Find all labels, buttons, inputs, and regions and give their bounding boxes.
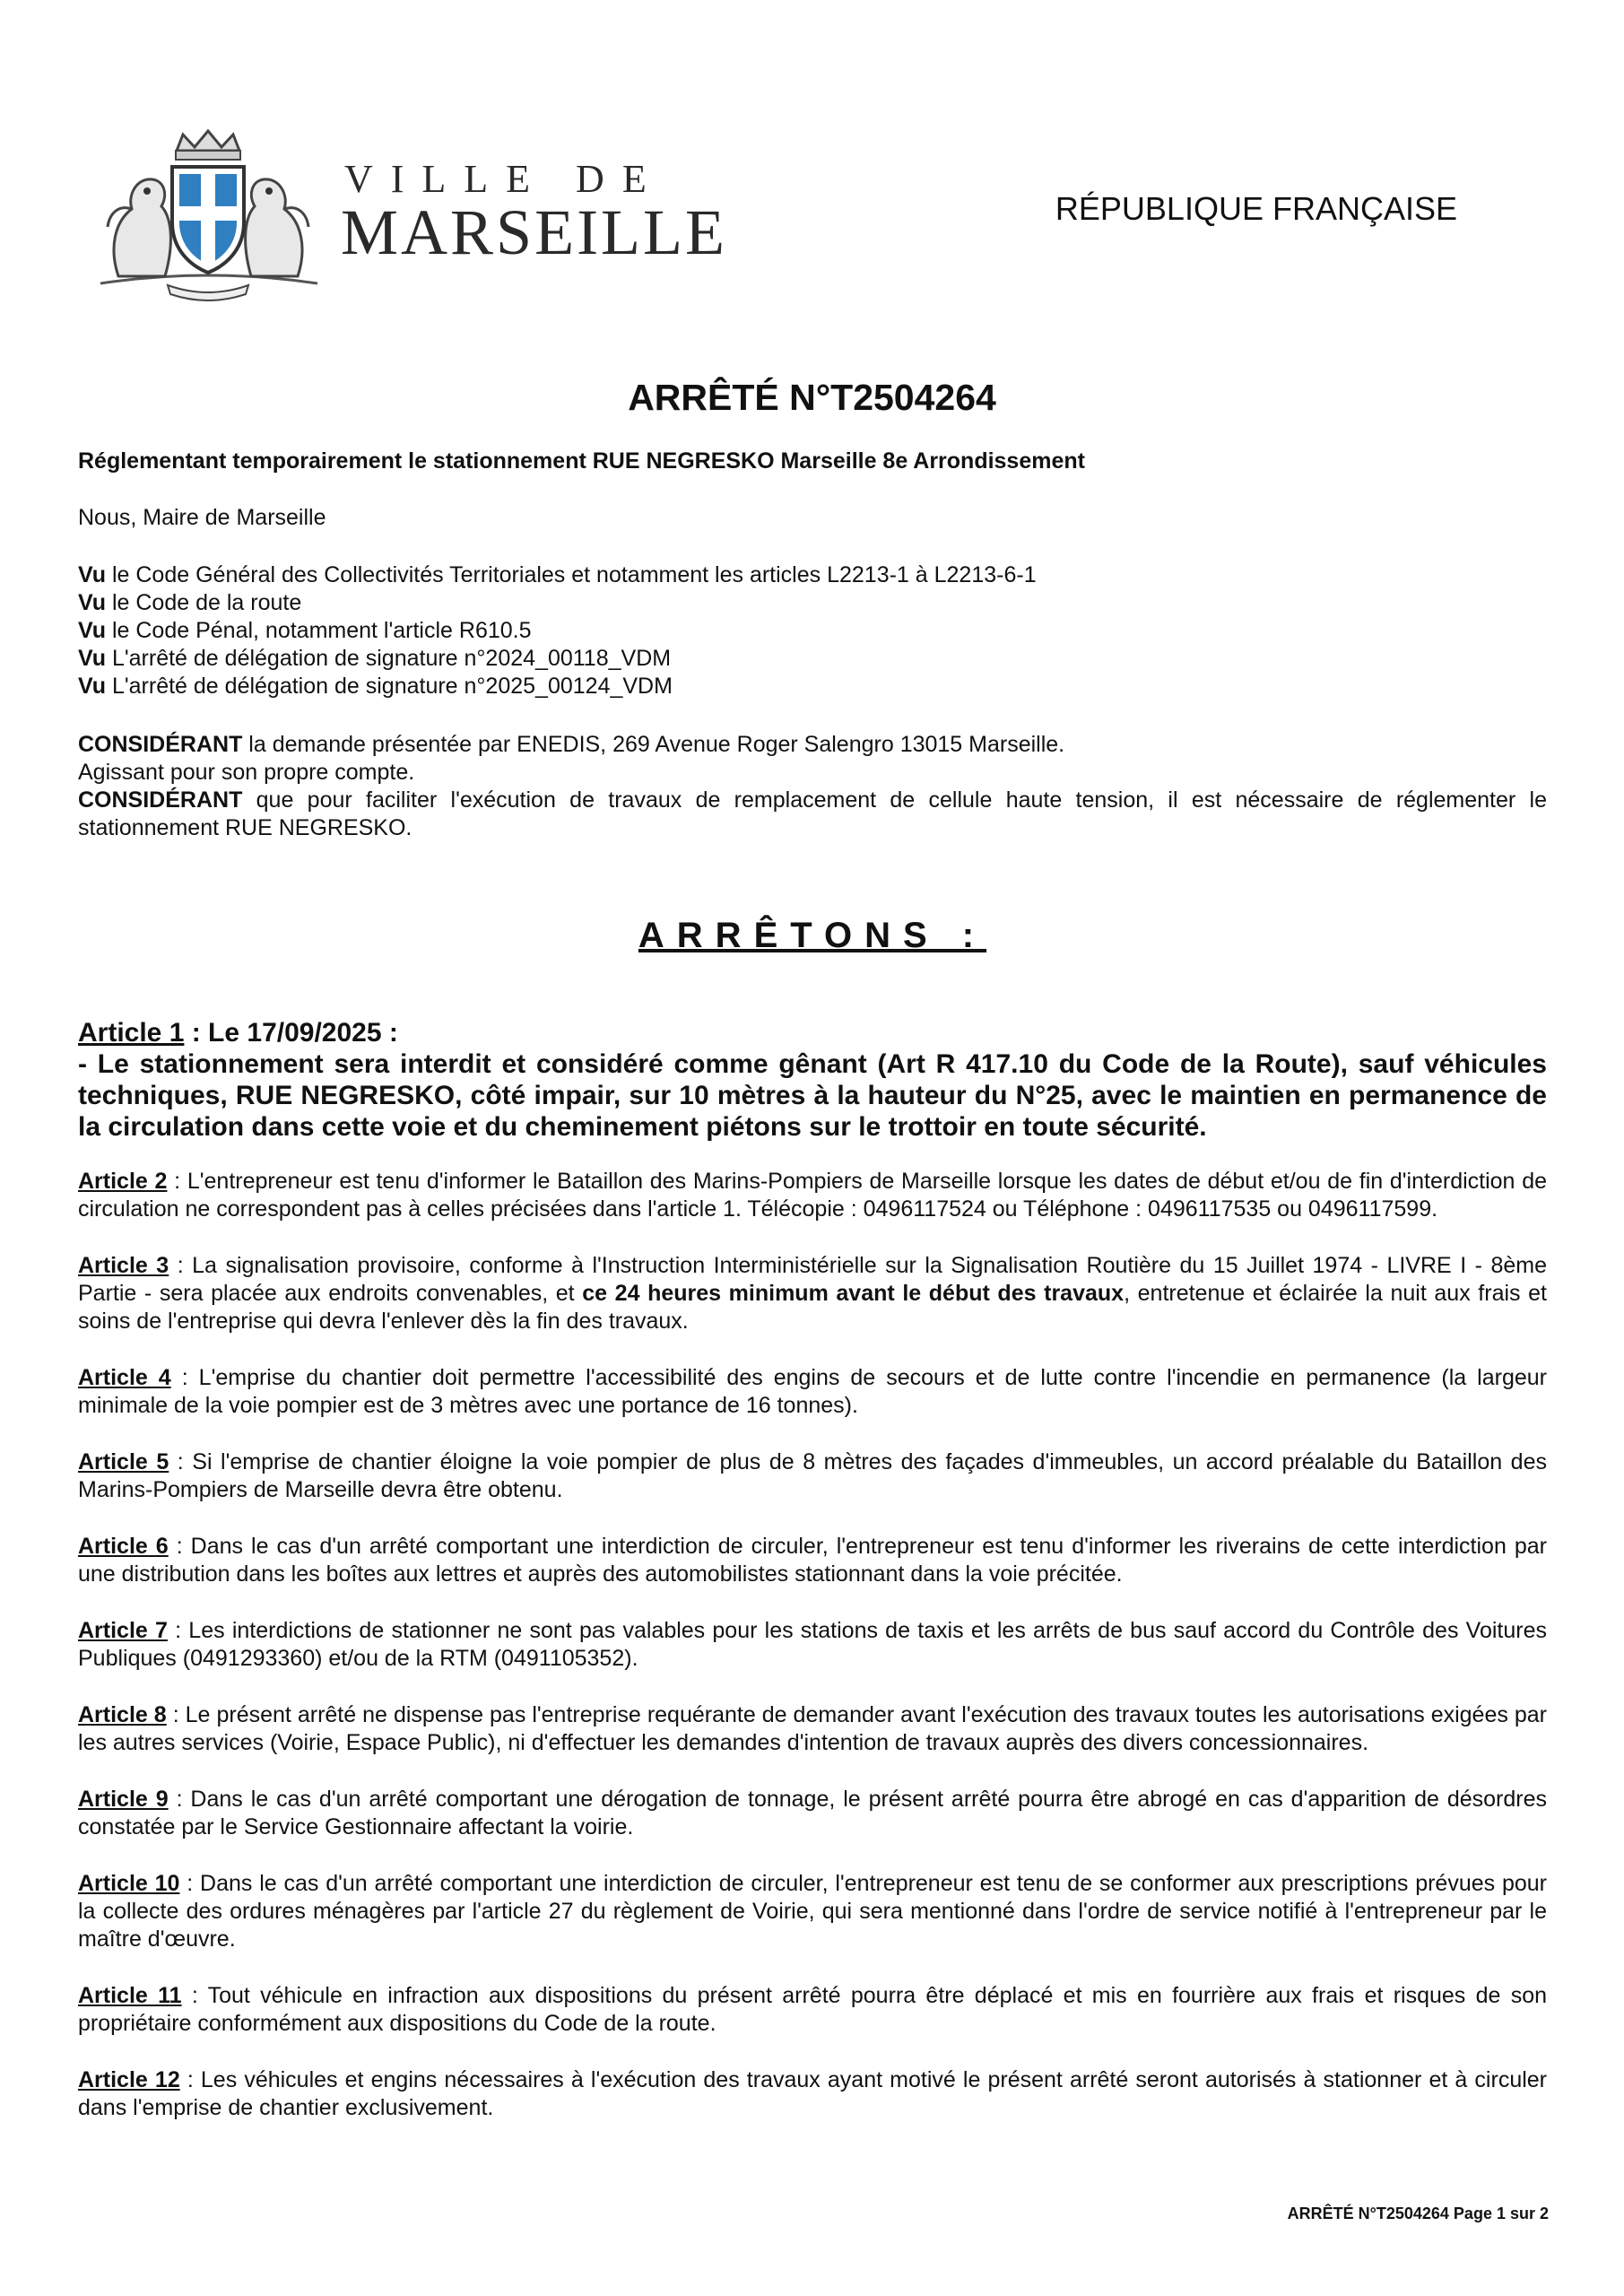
city-logo xyxy=(83,124,727,303)
article-4 xyxy=(78,1364,1547,1420)
article-label: Article 7 xyxy=(78,1618,168,1643)
republique-francaise-heading: RÉPUBLIQUE FRANÇAISE xyxy=(1055,190,1457,227)
article-text-emphasis: ce 24 heures minimum avant le début des travaux xyxy=(582,1281,1125,1306)
article-text: : L'emprise du chantier doit permettre l'accessibilité des engins de secours et de lutte contre l'incendie en permanence (la largeur minimale de la voie pompier est de 3 mètres avec une portance de 16 tonnes). xyxy=(78,1365,1547,1418)
article-text: : Dans le cas d'un arrêté comportant une interdiction de circuler, l'entrepreneur est tenu d'informer les riverains de cette interdiction par une distribution dans les boîtes aux lettres et auprès des automobilistes stationnant dans la voie précitée. xyxy=(78,1534,1547,1587)
article-text: , entretenue et éclairée la nuit aux frais et soins de l'entreprise qui devra l'enlever dès la fin des travaux. xyxy=(78,1281,1547,1334)
article-text: : Tout véhicule en infraction aux dispositions du présent arrêté pourra être déplacé et mis en fourrière aux frais et risques de son propriétaire conformément aux dispositions du Code de la route. xyxy=(78,1983,1547,2036)
article-label: Article 3 xyxy=(78,1253,169,1278)
article-label: Article 5 xyxy=(78,1449,169,1474)
article-text: : Les interdictions de stationner ne sont pas valables pour les stations de taxis et les arrêts de bus sauf accord du Contrôle des Voitures Publiques (0491293360) et/ou de la RTM (0491105352). xyxy=(78,1618,1547,1671)
logo-text-ville-de: VILLE DE xyxy=(344,157,664,201)
document-body xyxy=(78,448,1547,2151)
article-12 xyxy=(78,2066,1547,2122)
vu-label: Vu xyxy=(78,646,107,671)
vu-label: Vu xyxy=(78,618,107,643)
article-9 xyxy=(78,1786,1547,1841)
document-subtitle: Réglementant temporairement le stationnement RUE NEGRESKO Marseille 8e Arrondissement xyxy=(78,448,1085,474)
arretons-heading: ARRÊTONS : xyxy=(638,916,987,955)
article-label: Article 1 xyxy=(78,1018,185,1048)
article-3 xyxy=(78,1252,1547,1335)
article-label: Article 10 xyxy=(78,1871,180,1896)
article-text: : Si l'emprise de chantier éloigne la voie pompier de plus de 8 mètres des façades d'immeubles, un accord préalable du Bataillon des Marins-Pompiers de Marseille devra être obtenu. xyxy=(78,1449,1547,1502)
vu-list xyxy=(78,561,1547,700)
vu-item xyxy=(78,589,1547,617)
article-text: : Dans le cas d'un arrêté comportant une dérogation de tonnage, le présent arrêté pourra être abrogé en cas d'apparition de désordres constatée par le Service Gestionnaire affectant la voirie. xyxy=(78,1787,1547,1839)
vu-item xyxy=(78,561,1547,589)
article-label: Article 11 xyxy=(78,1983,182,2008)
article-label: Article 12 xyxy=(78,2067,180,2092)
vu-text: le Code Pénal, notamment l'article R610.5 xyxy=(106,618,532,643)
article-text: : Le présent arrêté ne dispense pas l'entreprise requérante de demander avant l'exécution des travaux toutes les autorisations exigées par les autres services (Voirie, Espace Public), ni d'effectuer les demandes d'intention de travaux auprès des divers concessionnaires. xyxy=(78,1702,1547,1755)
coat-of-arms-icon xyxy=(83,124,334,303)
considerant-2 xyxy=(78,787,1547,842)
document-title: ARRÊTÉ N°T2504264 xyxy=(628,377,996,418)
considerant-text: que pour faciliter l'exécution de travaux de remplacement de cellule haute tension, il est nécessaire de réglementer le stationnement RUE NEGRESKO. xyxy=(78,787,1547,840)
considerant-text: la demande présentée par ENEDIS, 269 Avenue Roger Salengro 13015 Marseille. xyxy=(242,732,1065,757)
article-1-date: : Le 17/09/2025 : xyxy=(184,1018,398,1048)
article-text: : Dans le cas d'un arrêté comportant une interdiction de circuler, l'entrepreneur est tenu de se conformer aux prescriptions prévues pour la collecte des ordures ménagères par l'article 27 du règlement de Voirie, qui sera mentionné dans l'ordre de service notifié à l'entrepreneur par le maître d'œuvre. xyxy=(78,1871,1547,1952)
considerant-label: CONSIDÉRANT xyxy=(78,787,243,813)
article-5 xyxy=(78,1448,1547,1504)
article-1-body: - Le stationnement sera interdit et considéré comme gênant (Art R 417.10 du Code de la Route), sauf véhicules techniques, RUE NEGRESKO, côté impair, sur 10 mètres à la hauteur du N°25, avec le maintien en permanence de la circulation dans cette voie et du cheminement piétons sur le trottoir en toute sécurité. xyxy=(78,1049,1547,1142)
vu-text: le Code Général des Collectivités Territoriales et notamment les articles L2213-1 à L2213-6-1 xyxy=(106,562,1037,587)
article-label: Article 4 xyxy=(78,1365,171,1390)
article-label: Article 6 xyxy=(78,1534,169,1559)
logo-text-marseille: MARSEILLE xyxy=(341,196,727,268)
article-11 xyxy=(78,1982,1547,2038)
article-7 xyxy=(78,1617,1547,1673)
article-label: Article 8 xyxy=(78,1702,167,1727)
article-label: Article 9 xyxy=(78,1787,169,1812)
considerant-1 xyxy=(78,731,1547,759)
considerant-label: CONSIDÉRANT xyxy=(78,732,243,757)
intro-line: Nous, Maire de Marseille xyxy=(78,505,326,530)
article-1-head xyxy=(78,1017,1547,1048)
article-10 xyxy=(78,1870,1547,1953)
vu-text: le Code de la route xyxy=(106,590,302,615)
vu-text: L'arrêté de délégation de signature n°2024_00118_VDM xyxy=(106,646,672,671)
article-2 xyxy=(78,1168,1547,1223)
vu-item xyxy=(78,617,1547,645)
considerants xyxy=(78,731,1547,842)
article-label: Article 2 xyxy=(78,1169,168,1194)
vu-item xyxy=(78,645,1547,673)
article-text: : La signalisation provisoire, conforme à l'Instruction Interministérielle sur la Signalisation Routière du 15 Juillet 1974 - LIVRE I - 8ème Partie - sera placée aux endroits convenables, et xyxy=(78,1253,1547,1306)
vu-label: Vu xyxy=(78,562,107,587)
vu-label: Vu xyxy=(78,674,107,699)
considerant-1-line2: Agissant pour son propre compte. xyxy=(78,760,415,785)
vu-label: Vu xyxy=(78,590,107,615)
article-1 xyxy=(78,1017,1547,1143)
article-text: : L'entrepreneur est tenu d'informer le Bataillon des Marins-Pompiers de Marseille lorsque les dates de début et/ou de fin d'interdiction de circulation ne correspondent pas à celles précisées dans l'article 1. Télécopie : 0496117524 ou Téléphone : 0496117535 ou 0496117599. xyxy=(78,1169,1547,1222)
article-6 xyxy=(78,1533,1547,1588)
page-footer: ARRÊTÉ N°T2504264 Page 1 sur 2 xyxy=(1287,2205,1549,2222)
vu-item xyxy=(78,673,1547,700)
article-text: : Les véhicules et engins nécessaires à l'exécution des travaux ayant motivé le présent arrêté seront autorisés à stationner et à circuler dans l'emprise de chantier exclusivement. xyxy=(78,2067,1548,2120)
article-8 xyxy=(78,1701,1547,1757)
vu-text: L'arrêté de délégation de signature n°2025_00124_VDM xyxy=(106,674,673,699)
